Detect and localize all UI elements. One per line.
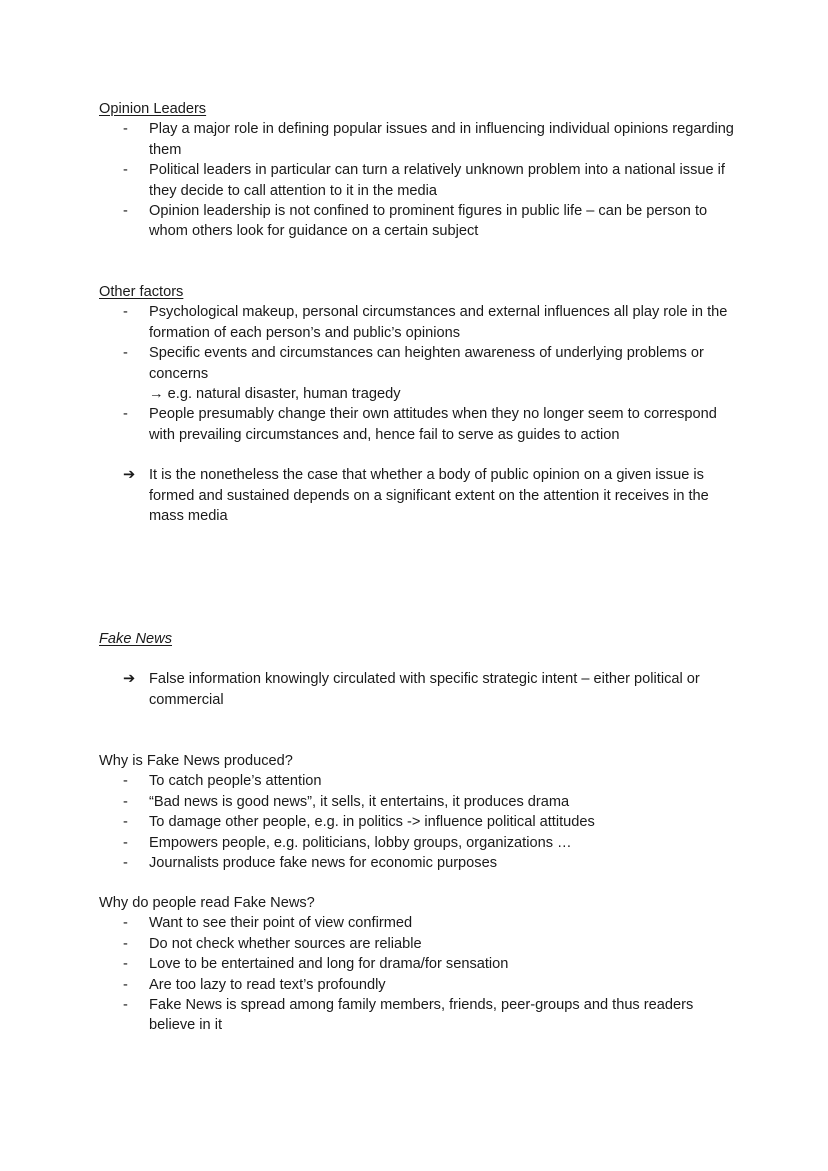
dash-bullet: - (123, 793, 128, 810)
list-item (99, 404, 739, 445)
arrow-icon: ➔ (123, 671, 136, 688)
why-produced-list (99, 771, 739, 873)
list-item-text: Fake News is spread among family members, friends, peer-groups and thus readers believe in it (149, 997, 694, 1034)
definition-line (99, 669, 739, 710)
dash-bullet: - (123, 997, 128, 1014)
list-item-text: Are too lazy to read text’s profoundly (149, 976, 386, 993)
list-item (99, 302, 739, 343)
other-factors-list (99, 302, 739, 384)
list-item (99, 833, 739, 853)
list-item (99, 343, 739, 384)
list-item-text: To damage other people, e.g. in politics -> influence political attitudes (149, 814, 595, 831)
list-item-text: To catch people’s attention (149, 773, 322, 790)
list-item (99, 975, 739, 995)
conclusion-text: It is the nonetheless the case that whether a body of public opinion on a given issue is formed and sustained depends on a significant extent on the attention it receives in the mass media (149, 467, 709, 525)
list-item (99, 771, 739, 791)
example-text: e.g. natural disaster, human tragedy (167, 386, 401, 403)
why-read-list (99, 913, 739, 1035)
conclusion-line (99, 465, 739, 526)
list-item-text: Want to see their point of view confirmed (149, 915, 413, 932)
dash-bullet: - (123, 162, 128, 179)
list-item (99, 812, 739, 832)
list-item (99, 201, 739, 242)
dash-bullet: - (123, 915, 128, 932)
dash-bullet: - (123, 406, 128, 423)
list-item-text: Specific events and circumstances can heighten awareness of underlying problems or concerns (149, 345, 704, 382)
why-read-heading: Why do people read Fake News? (99, 895, 315, 911)
list-item-text: Political leaders in particular can turn a relatively unknown problem into a national issue if they decide to call attention to it in the media (149, 162, 725, 199)
list-item (99, 995, 739, 1036)
example-line (99, 384, 739, 404)
opinion-leaders-section (99, 99, 739, 242)
fake-news-section (99, 629, 739, 710)
why-produced-section (99, 751, 739, 873)
list-item-text: “Bad news is good news”, it sells, it entertains, it produces drama (149, 793, 570, 810)
list-item (99, 954, 739, 974)
list-item-text: Opinion leadership is not confined to prominent figures in public life – can be person to whom others look for guidance on a certain subject (149, 203, 708, 240)
dash-bullet: - (123, 976, 128, 993)
dash-bullet: - (123, 814, 128, 831)
dash-bullet: - (123, 956, 128, 973)
dash-bullet: - (123, 121, 128, 138)
list-item-text: Empowers people, e.g. politicians, lobby groups, organizations … (149, 834, 572, 851)
dash-bullet: - (123, 345, 128, 362)
list-item-text: Journalists produce fake news for economic purposes (149, 855, 497, 872)
dash-bullet: - (123, 203, 128, 220)
list-item-text: Psychological makeup, personal circumstances and external influences all play role in the formation of each person’s and public’s opinions (149, 304, 728, 341)
list-item (99, 792, 739, 812)
list-item-text: Do not check whether sources are reliable (149, 935, 422, 952)
arrow-icon: ➔ (123, 467, 136, 484)
dash-bullet: - (123, 855, 128, 872)
dash-bullet: - (123, 304, 128, 321)
why-read-section (99, 893, 739, 1036)
list-item (99, 119, 739, 160)
list-item (99, 934, 739, 954)
dash-bullet: - (123, 935, 128, 952)
definition-text: False information knowingly circulated with specific strategic intent – either political or commercial (149, 671, 700, 708)
dash-bullet: - (123, 834, 128, 851)
list-item-text: People presumably change their own attitudes when they no longer seem to correspond with prevailing circumstances and, hence fail to serve as guides to action (149, 406, 717, 443)
list-item-text: Play a major role in defining popular issues and in influencing individual opinions regarding them (149, 121, 734, 158)
list-item (99, 853, 739, 873)
other-factors-section (99, 282, 739, 526)
fake-news-heading: Fake News (99, 631, 172, 647)
small-arrow-icon: → (149, 386, 164, 403)
opinion-leaders-heading: Opinion Leaders (99, 101, 207, 117)
dash-bullet: - (123, 773, 128, 790)
other-factors-list-continued (99, 404, 739, 445)
list-item-text: Love to be entertained and long for drama/for sensation (149, 956, 509, 973)
why-produced-heading: Why is Fake News produced? (99, 753, 293, 769)
list-item (99, 913, 739, 933)
opinion-leaders-list (99, 119, 739, 241)
other-factors-heading: Other factors (99, 284, 184, 300)
list-item (99, 160, 739, 201)
